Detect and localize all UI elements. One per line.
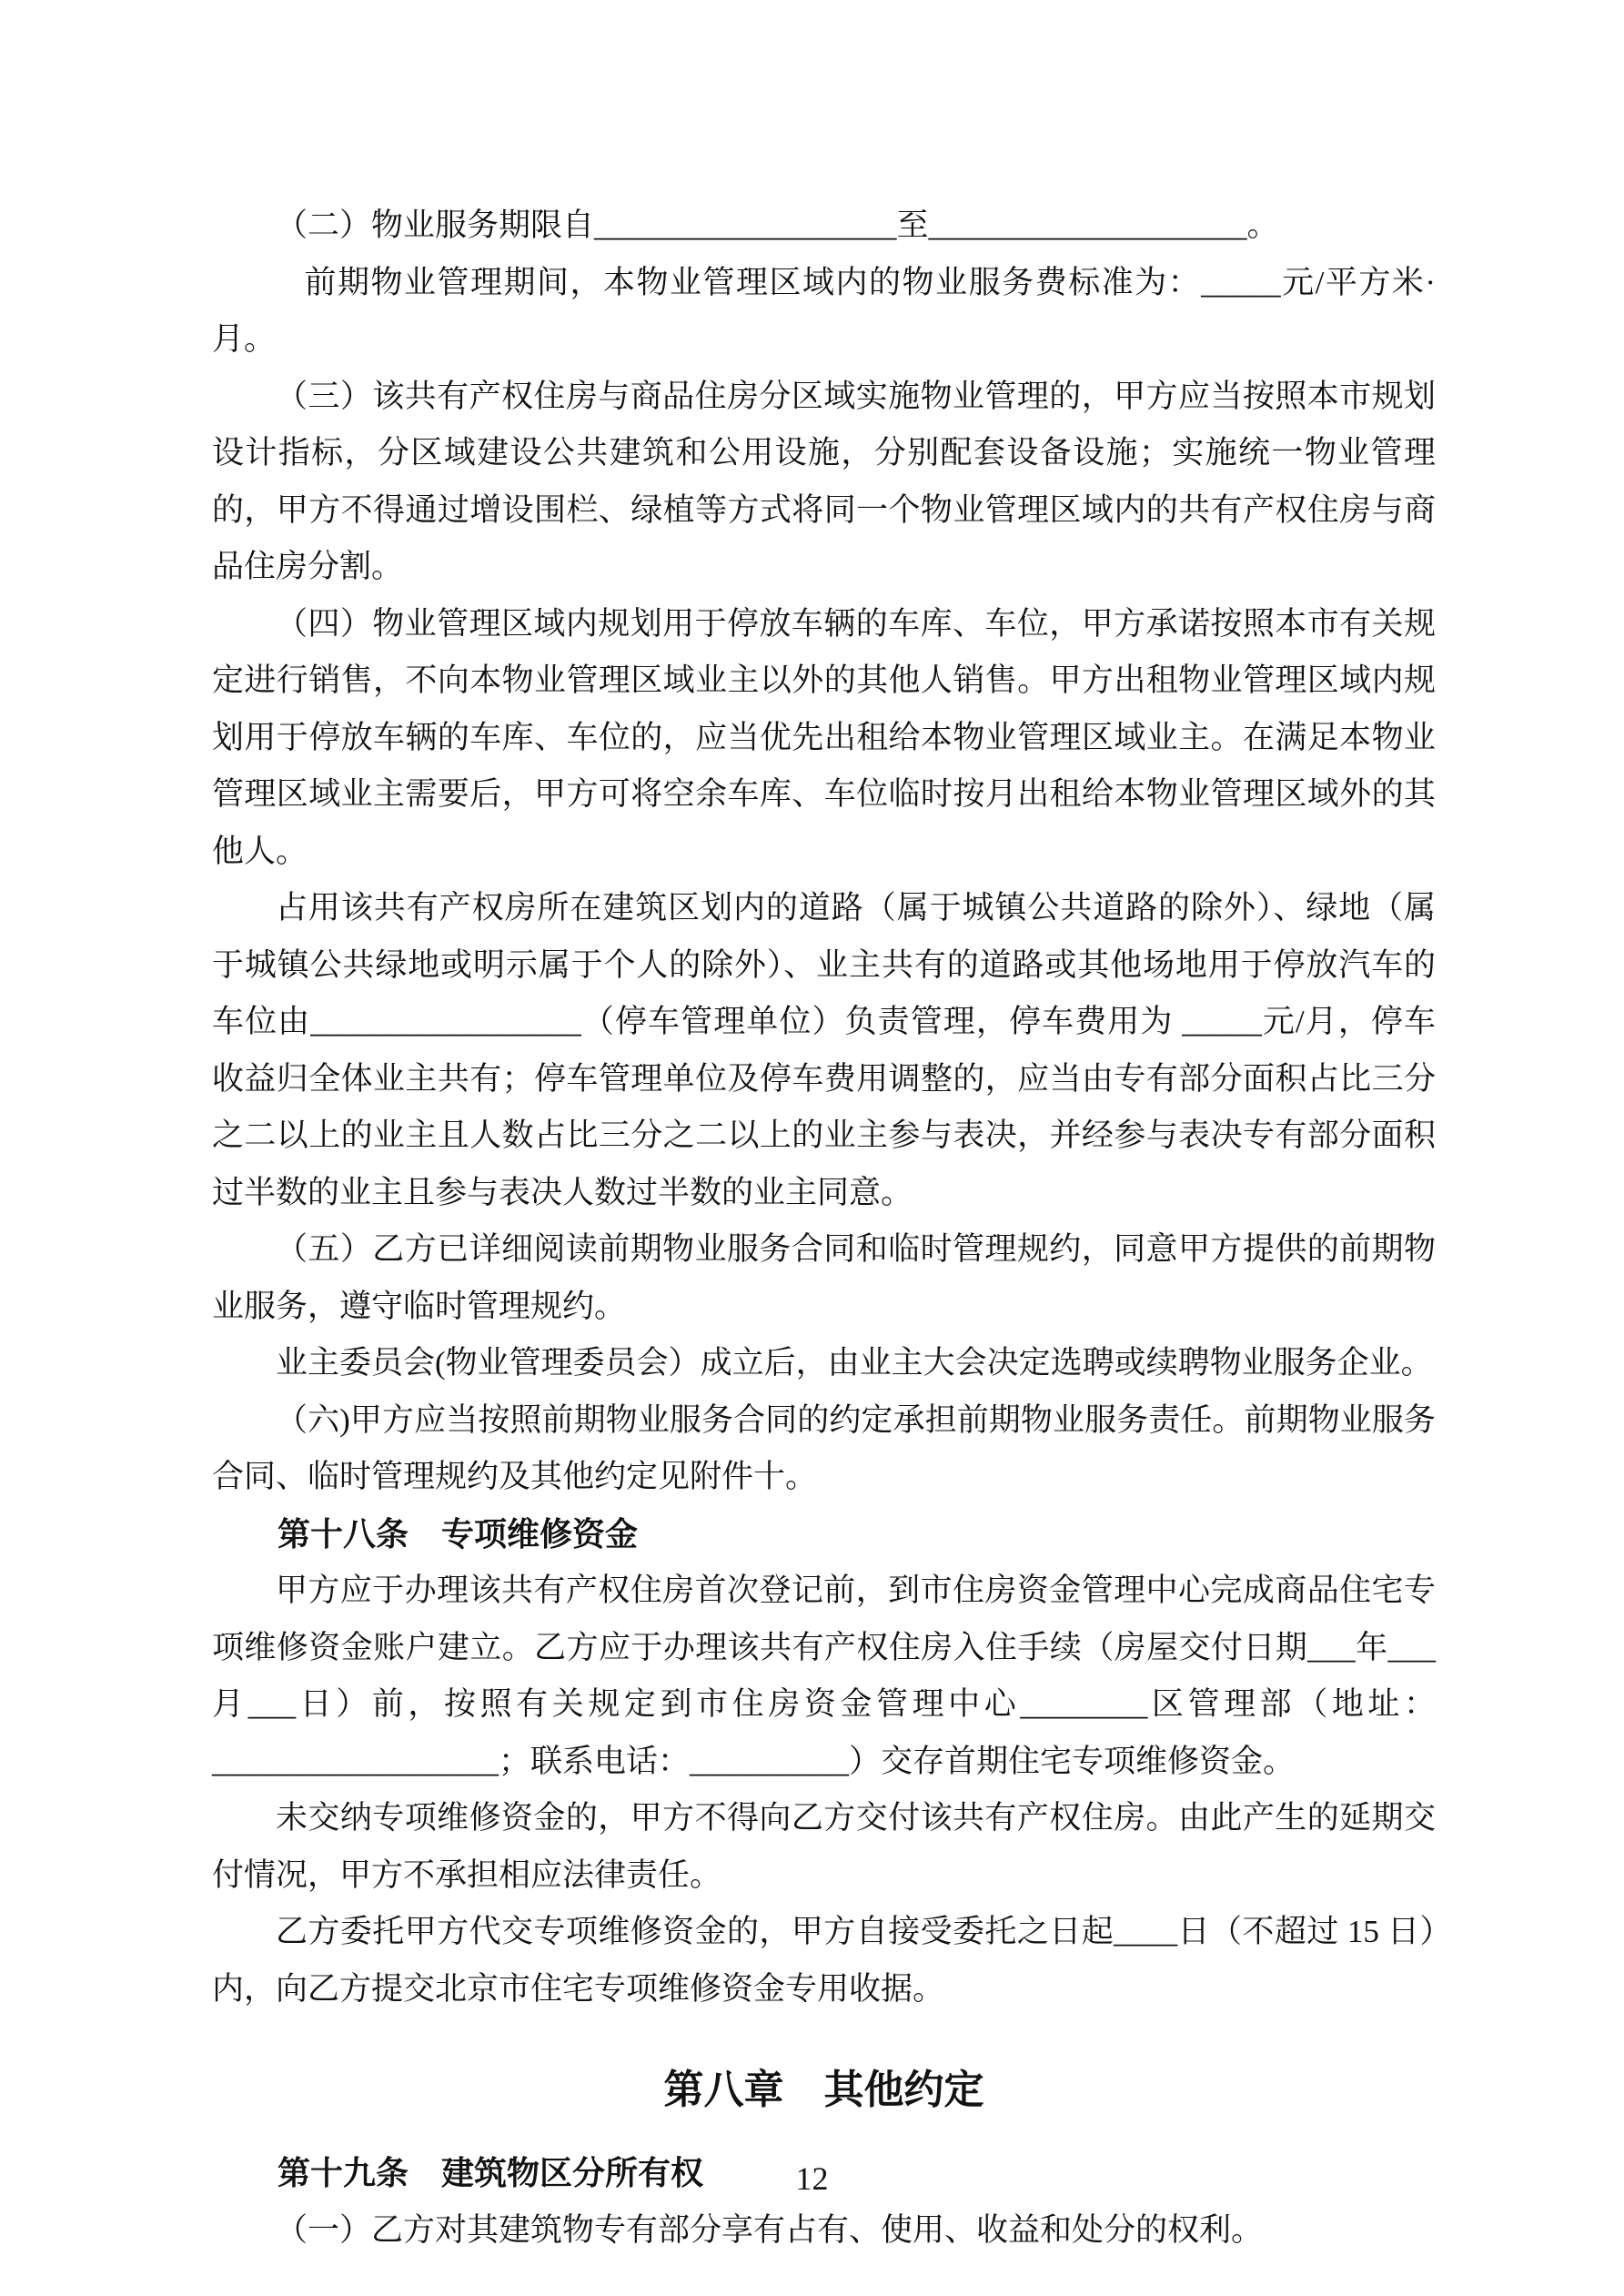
- contract-body: [212, 197, 1436, 2259]
- clause-maintenance-fund-account: 甲方应于办理该共有产权住房首次登记前，到市住房资金管理中心完成商品住宅专项维修资金账户建立。乙方应于办理该共有产权住房入住手续（房屋交付日期___年___月___日）前，按照有关规定到市住房资金管理中心________区管理部（地址：__________________；联系电话：__________）交存首期住宅专项维修资金。: [212, 1573, 1436, 1779]
- chapter-8-heading: 第八章 其他约定: [663, 2068, 984, 2112]
- clause-2-service-term: （二）物业服务期限自___________________至____________________。: [276, 207, 1279, 243]
- clause-fund-entrust: 乙方委托甲方代交专项维修资金的，甲方自接受委托之日起____日（不超过 15 日）内，向乙方提交北京市住宅专项维修资金专用收据。: [212, 1914, 1436, 2007]
- article-19-heading: 第十九条 建筑物区分所有权: [277, 2154, 704, 2191]
- clause-4-parking-sale: （四）物业管理区域内规划用于停放车辆的车库、车位，甲方承诺按照本市有关规定进行销售，不向本物业管理区域业主以外的其他人销售。甲方出租物业管理区域内规划用于停放车辆的车库、车位的，应当优先出租给本物业管理区域业主。在满足本物业管理区域业主需要后，甲方可将空余车库、车位临时按月出租给本物业管理区域外的其他人。: [212, 605, 1436, 869]
- clause-1-ownership-rights: （一）乙方对其建筑物专有部分享有占有、使用、收益和处分的权利。: [276, 2211, 1264, 2248]
- clause-2-fee-standard: 前期物业管理期间，本物业管理区域内的物业服务费标准为：_____元/平方米·月。: [212, 264, 1436, 357]
- article-18-heading: 第十八条 专项维修资金: [277, 1514, 639, 1553]
- clause-6-service-responsibility: （六)甲方应当按照前期物业服务合同的约定承担前期物业服务责任。前期物业服务合同、临时管理规约及其他约定见附件十。: [212, 1401, 1436, 1494]
- clause-5-service-contract-read: （五）乙方已详细阅读前期物业服务合同和临时管理规约，同意甲方提供的前期物业服务，遵守临时管理规约。: [212, 1231, 1436, 1324]
- page-number: 12: [795, 2160, 829, 2197]
- clause-fund-unpaid: 未交纳专项维修资金的，甲方不得向乙方交付该共有产权住房。由此产生的延期交付情况，甲方不承担相应法律责任。: [212, 1800, 1436, 1893]
- clause-3-zoned-management: （三）该共有产权住房与商品住房分区域实施物业管理的，甲方应当按照本市规划设计指标，分区域建设公共建筑和公用设施，分别配套设备设施；实施统一物业管理的，甲方不得通过增设围栏、绿植等方式将同一个物业管理区域内的共有产权住房与商品住房分割。: [212, 378, 1436, 584]
- clause-owners-committee: 业主委员会(物业管理委员会）成立后，由业主大会决定选聘或续聘物业服务企业。: [276, 1345, 1433, 1381]
- clause-parking-management: 占用该共有产权房所在建筑区划内的道路（属于城镇公共道路的除外）、绿地（属于城镇公共绿地或明示属于个人的除外）、业主共有的道路或其他场地用于停放汽车的车位由_________________（停车管理单位）负责管理，停车费用为 _____元/月，停车收益归全体业主共有；停车管理单位及停车费用调整的，应当由专有部分面积占比三分之二以上的业主且人数占比三分之二以上的业主参与表决，并经参与表决专有部分面积过半数的业主且参与表决人数过半数的业主同意。: [212, 890, 1436, 1210]
